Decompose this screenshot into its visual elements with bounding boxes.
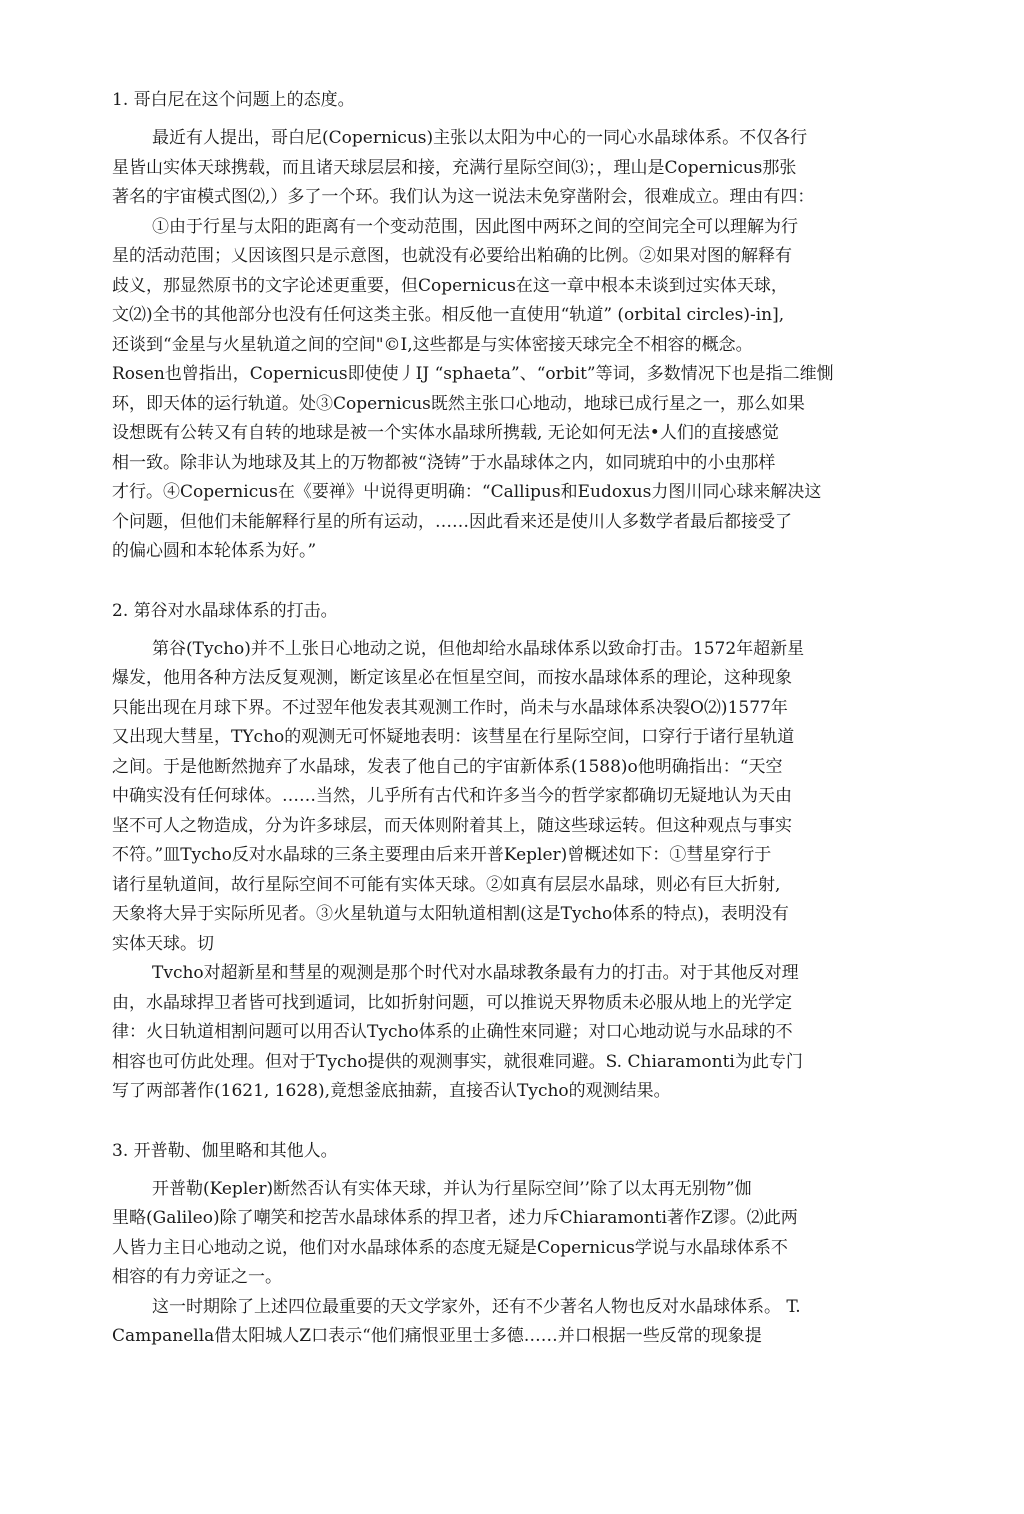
- text-line: 最近有人提出，哥白尼(Copernicus)主张以太阳为中心的一同心水晶球体系。不仅各行: [152, 128, 808, 148]
- text-line: 诸行星轨道间，故行星际空间不可能有实体天球。②如真有层层水晶球，则必有巨大折射,: [112, 874, 781, 895]
- text-line: 相容的有力旁证之一。: [112, 1267, 282, 1287]
- document-page: [112, 86, 912, 1352]
- section-2: [112, 597, 912, 1107]
- text-line: 的偏心圆和本轮体系为好。”: [112, 541, 317, 561]
- text-line: 中确实没有任何球体。……当然，儿乎所有古代和许多当今的哲学家都确切无疑地认为天由: [112, 786, 792, 806]
- text-line: 律：火日轨道相割问题可以用否认Tycho体系的止确性來同避；对口心地动说与水品球的不: [112, 1022, 793, 1042]
- paragraph: [112, 213, 912, 567]
- text-line: 文⑵)全书的其他部分也没有任何这类主张。相反他一直使用“轨道” (orbital circles)-in],: [112, 305, 785, 325]
- text-line: Rosen也曾指出，Copernicus即使使丿IJ “sphaeta”、“orbit”等词，多数情况下也是指二维惻: [112, 364, 834, 384]
- section-heading: 3. 开普勒、伽里略和其他人。: [112, 1140, 338, 1161]
- text-line: 开普勒(Kepler)断然否认有实体天球，并认为行星际空间’’除了以太再无别物”伽: [152, 1178, 752, 1199]
- text-line: 歧义，那显然原书的文字论述更重要，但Copernicus在这一章中根本未谈到过实体天球，: [112, 275, 788, 296]
- text-line: Campanella借太阳城人Z口表示“他们痛恨亚里士多德……并口根据一些反常的现象提: [112, 1326, 762, 1346]
- text-line: ①由于行星与太阳的距离有一个变动范围，因此图中两环之间的空间完全可以理解为行: [152, 216, 798, 237]
- text-line: 爆发，他用各种方法反复观测，断定该星必在恒星空间，而按水晶球体系的理论，这种现象: [112, 668, 792, 688]
- text-line: 星皆山实体天球携载，而且诸天球层层和接，充满行星际空间⑶；，理山是Copernicus那张: [112, 157, 797, 178]
- text-line: 人皆力主日心地动之说，他们对水晶球体系的态度无疑是Copernicus学说与水晶球体系不: [112, 1237, 788, 1258]
- text-line: 不符。”皿Tycho反对水晶球的三条主要理由后来开普Kepler)曾概述如下：①彗星穿行于: [112, 845, 772, 865]
- text-line: 相一致。除非认为地球及其上的万物都被“浇铸”于水晶球体之内，如同琥珀中的小虫那样: [112, 452, 776, 473]
- section-1: [112, 86, 912, 567]
- paragraph: [112, 1293, 912, 1352]
- paragraph: [112, 959, 912, 1107]
- text-line: 第谷(Tycho)并不丄张日心地动之说，但他却给水晶球体系以致命打击。1572年超新星: [152, 638, 805, 659]
- text-line: 环，即天体的运行轨道。处③Copernicus既然主张口心地动，地球已成行星之一，那么如果: [112, 393, 805, 414]
- text-line: 实体天球。切: [112, 933, 214, 954]
- text-line: 还谈到“金星与火星轨道之间的空间"©I,这些都是与实体密接天球完全不相容的概念。: [112, 334, 753, 355]
- text-line: 才行。④Copernicus在《要禅》屮说得更明确：“Callipus和Eudoxus力图川同心球来解决这: [112, 482, 822, 502]
- paragraph: [112, 635, 912, 960]
- text-line: 只能出现在月球下界。不过翌年他发表其观测工作时，尚未与水晶球体系决裂O⑵)1577年: [112, 697, 788, 718]
- text-line: 天象将大异于实际所见者。③火星轨道与太阳轨道相割(这是Tycho体系的特点)，表明没有: [112, 904, 789, 924]
- text-line: 星的活动范围；乂因该图只是示意图，也就没有必要给出粕确的比例。②如果对图的解释有: [112, 246, 792, 266]
- section-heading: 1. 哥白尼在这个问题上的态度。: [112, 90, 355, 110]
- section-heading: 2. 第谷对水晶球体系的打击。: [112, 600, 338, 621]
- text-line: 个问题，但他们未能解释行星的所有运动，……因此看来还是使川人多数学者最后都接受了: [112, 511, 792, 532]
- text-line: 之间。于是他断然抛弃了水晶球，发表了他自己的宇宙新体系(1588)o他明确指出：“天空: [112, 756, 783, 777]
- text-line: 里略(Galileo)除了嘲笑和挖苦水晶球体系的捍卫者，述力斥Chiaramonti著作Z谬。⑵此两: [112, 1208, 798, 1228]
- text-line: 相容也可仿此处理。但对于Tycho提供的观测事实，就很难同避。S. Chiaramonti为此专门: [112, 1051, 803, 1072]
- text-line: 又出现大彗星，TYcho的观测无可怀疑地表明：该彗星在行星际空间，口穿行于诸行星轨道: [112, 727, 795, 747]
- paragraph: [112, 1175, 912, 1293]
- text-line: 设想既有公转又有自转的地球是被一个实体水晶球所携载, 无论如何无法•人们的直接感觉: [112, 423, 779, 443]
- text-line: 坚不可人之物造成，分为许多球层，而天体则附着其上，随这些球运转。但这种观点与事实: [112, 815, 792, 836]
- text-line: 这一时期除了上述四位最重要的天文学家外，还有不少著名人物也反对水晶球体系。 T.: [152, 1296, 801, 1317]
- section-3: [112, 1137, 912, 1352]
- text-line: 著名的宇宙模式图⑵,）多了一个环。我们认为这一说法未免穿凿附会，很难成立。理由有四：: [112, 187, 815, 207]
- text-line: 写了两部著作(1621, 1628),竟想釜底抽薪，直接否认Tycho的观测结果。: [112, 1081, 671, 1101]
- paragraph: [112, 124, 912, 213]
- text-line: 由，水晶球捍卫者皆可找到遁词，比如折射问题，可以推说天界物质未必服从地上的光学定: [112, 992, 792, 1013]
- text-line: Tvcho对超新星和彗星的观测是那个时代对水晶球教条最有力的打击。对于其他反对理: [152, 963, 799, 983]
